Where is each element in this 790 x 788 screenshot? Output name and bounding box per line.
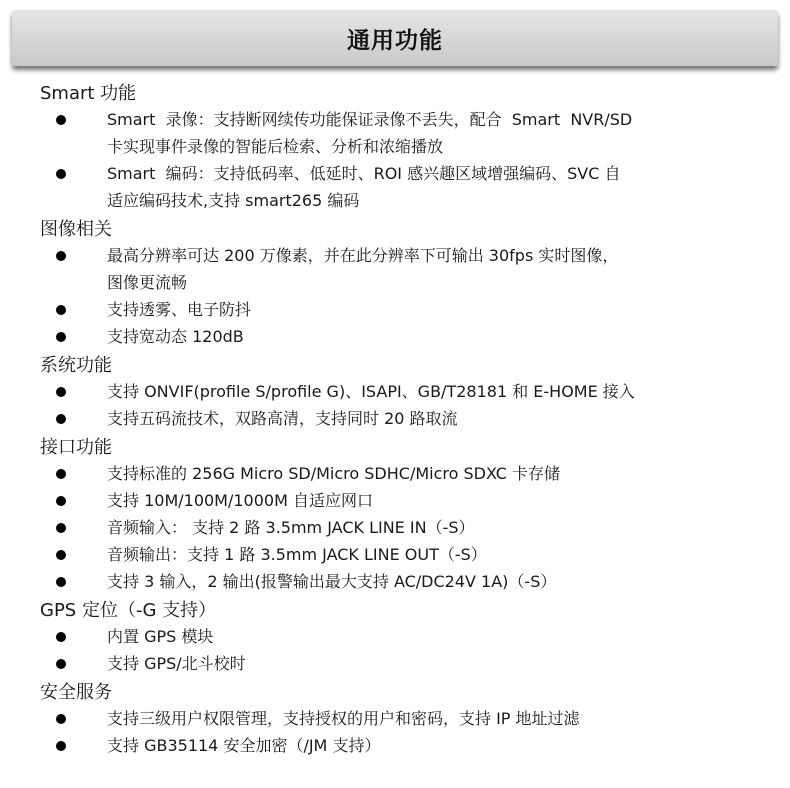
bullet-icon [56,523,66,533]
list-item-text: 音频输出：支持 1 路 3.5mm JACK LINE OUT（-S） [107,545,487,564]
list-item [0,568,790,595]
bullet-icon [56,577,66,587]
list-item [0,106,790,160]
bullet-icon [56,741,66,751]
list-item-text: 支持宽动态 120dB [107,327,244,346]
list-item-text: Smart 录像：支持断网续传功能保证录像不丢失，配合 Smart NVR/SD 卡实现事件录像的智能后检索、分析和浓缩播放 [107,110,633,156]
bullet-icon [56,115,66,125]
list-item [0,323,790,350]
list-item [0,541,790,568]
bullet-icon [56,387,66,397]
list-item [0,296,790,323]
bullet-icon [56,469,66,479]
bullet-icon [56,714,66,724]
list-item [0,378,790,405]
feature-list [0,78,790,759]
list-item-text: 支持 10M/100M/1000M 自适应网口 [107,491,373,510]
list-item-text: 支持 3 输入，2 输出(报警输出最大支持 AC/DC24V 1A)（-S） [107,572,557,591]
list-item [0,623,790,650]
list-item-text: 支持 GPS/北斗校时 [107,654,246,673]
bullet-icon [56,496,66,506]
list-item [0,650,790,677]
bullet-icon [56,550,66,560]
list-item [0,460,790,487]
list-item-text: 支持三级用户权限管理，支持授权的用户和密码，支持 IP 地址过滤 [107,709,580,728]
list-item-text: 支持 ONVIF(profile S/profile G)、ISAPI、GB/T28181 和 E-HOME 接入 [107,382,635,401]
bullet-icon [56,332,66,342]
list-item-text: 最高分辨率可达 200 万像素，并在此分辨率下可输出 30fps 实时图像， 图像更流畅 [107,246,619,292]
list-item [0,514,790,541]
section-title: Smart 功能 [40,83,137,104]
list-item [0,405,790,432]
list-item [0,705,790,732]
header-bar [12,10,778,66]
bullet-icon [56,659,66,669]
bullet-icon [56,414,66,424]
bullet-icon [56,305,66,315]
list-item-text: 支持五码流技术，双路高清，支持同时 20 路取流 [107,409,458,428]
list-item [0,487,790,514]
page-title: 通用功能 [347,27,443,54]
list-item-text: 支持标准的 256G Micro SD/Micro SDHC/Micro SDXC 卡存储 [107,464,561,483]
section-title: 接口功能 [40,437,112,458]
list-item-text: 内置 GPS 模块 [107,627,214,646]
section-title: 安全服务 [40,682,112,703]
list-item [0,732,790,759]
bullet-icon [56,169,66,179]
list-item [0,242,790,296]
list-item-text: 支持透雾、电子防抖 [107,300,252,319]
list-item-text: Smart 编码：支持低码率、低延时、ROI 感兴趣区域增强编码、SVC 自 适应编码技术,支持 smart265 编码 [107,164,621,210]
bullet-icon [56,632,66,642]
section-title: 图像相关 [40,219,112,240]
section-title: 系统功能 [40,355,112,376]
list-item-text: 支持 GB35114 安全加密（/JM 支持） [107,736,381,755]
section-title: GPS 定位（-G 支持） [40,600,217,621]
list-item [0,160,790,214]
list-item-text: 音频输入： 支持 2 路 3.5mm JACK LINE IN（-S） [107,518,475,537]
bullet-icon [56,251,66,261]
